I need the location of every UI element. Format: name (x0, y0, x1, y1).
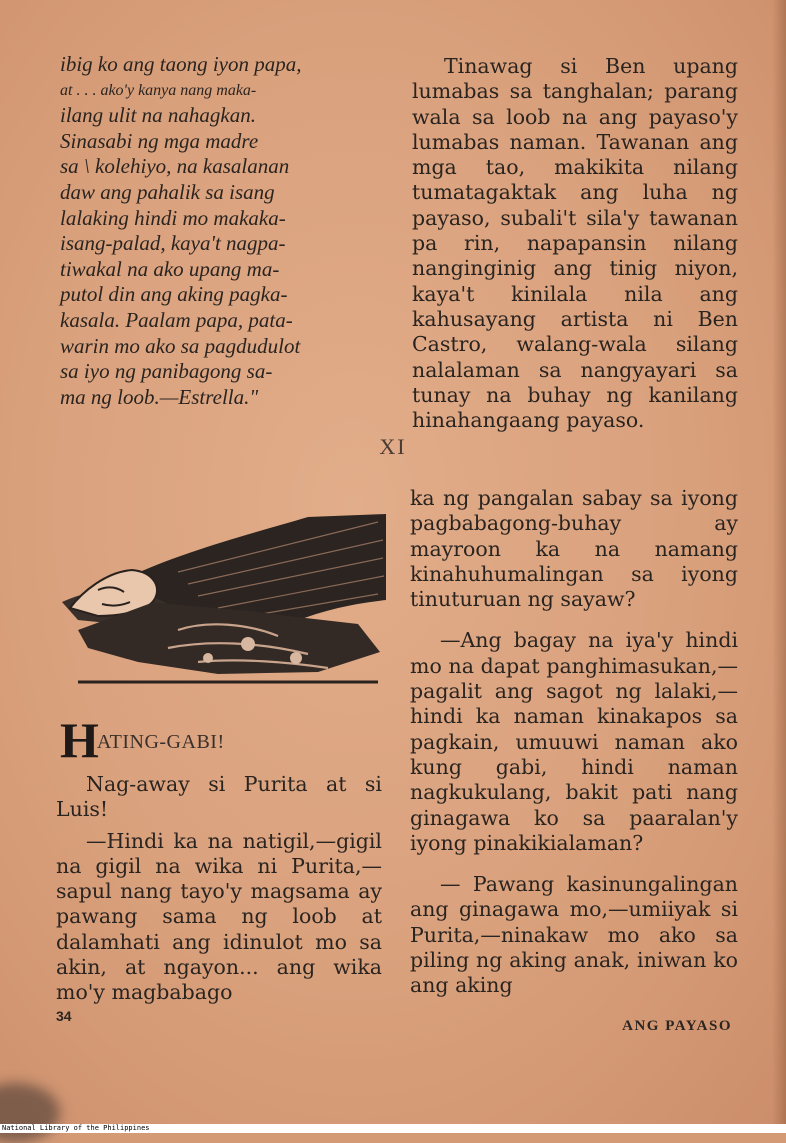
section-heading (60, 712, 390, 768)
letter-line: ibig ko ang taong iyon papa, (60, 52, 302, 76)
letter-line: lalaking hindi mo makaka- (60, 205, 286, 230)
letter-line: sa iyo ng panibagong sa- (60, 359, 273, 384)
story-text-column-right (410, 486, 738, 1015)
letter-line: warin mo ako sa pagdudulot (60, 333, 301, 358)
letter-line: ilang ulit na nahagkan. (60, 103, 256, 128)
paragraph: Tinawag si Ben upang lumabas sa tanghalan; parang wala sa loob na ang payaso'y lumabas naman. Tawanan ang mga tao, makikita nilang tumatagaktak ang luha ng payaso, subali't sila'y tawanan pa rin, napapansin nilang nanginginig ang tinig niyon, kaya't kinilala nila ang kahusayang artista ni Ben Castro, walang-wala silang nalalaman sa nangyayari sa tunay na buhay ng kanilang hinahangaang payaso. (412, 54, 738, 433)
paragraph: —Ang bagay na iya'y hindi mo na dapat panghimasukan,—pagalit ang sagot ng lalaki,—hindi ka naman kinakapos sa pagkain, umuuwi naman ako kung gabi, hindi naman nagkukulang, bakit pati nang ginagawa ko sa paaralan'y iyong pinakikialaman? (410, 628, 738, 855)
heading-text: ATING-GABI! (96, 731, 225, 753)
chapter-number: XI (379, 434, 407, 459)
page-edge-shadow (772, 0, 786, 1124)
letter-line: tiwakal na ako upang ma- (60, 256, 280, 281)
story-text-column-top (412, 54, 738, 433)
paragraph: — Pawang kasinungalingan ang ginagawa mo,—umiiyak si Purita,—ninakaw mo ako sa piling ng aking anak, iniwan ko ang aking (410, 872, 738, 998)
page-number: 34 (56, 1008, 72, 1024)
letter-line: daw ang pahalik sa isang (60, 179, 275, 204)
paragraph: ka ng pangalan sabay sa iyong pagbabagong-buhay ay mayroon ka na namang kinahuhumalingan sa iyong tinuturuan ng sayaw? (410, 486, 738, 612)
letter-text-column (60, 52, 384, 410)
running-title: ANG PAYASO (622, 1018, 732, 1034)
paragraph: —Hindi ka na natigil,—gigil na gigil na wika ni Purita,—sapul nang tayo'y magsama ay pawang sama ng loob at dalamhati ang idinulot mo sa akin, at ngayon... ang wika mo'y magbabago (56, 828, 382, 1005)
letter-line: at . . . ako'y kanya nang maka- (60, 81, 257, 99)
story-text-column-left (56, 772, 382, 1012)
drop-cap: H (60, 712, 99, 768)
letter-line: isang-palad, kaya't nagpa- (60, 231, 286, 256)
letter-line: sa \ kolehiyo, na kasalanan (60, 154, 290, 179)
letter-line: kasala. Paalam papa, pata- (60, 307, 293, 332)
footer-credit: National Library of the Philippines (2, 1124, 150, 1132)
letter-line: putol din ang aking pagka- (60, 282, 288, 307)
reclining-woman-illustration (58, 512, 388, 690)
paragraph: Nag-away si Purita at si Luis! (56, 772, 382, 822)
letter-line: Sinasabi ng mga madre (60, 128, 259, 153)
letter-line: ma ng loob.—Estrella." (60, 384, 259, 409)
